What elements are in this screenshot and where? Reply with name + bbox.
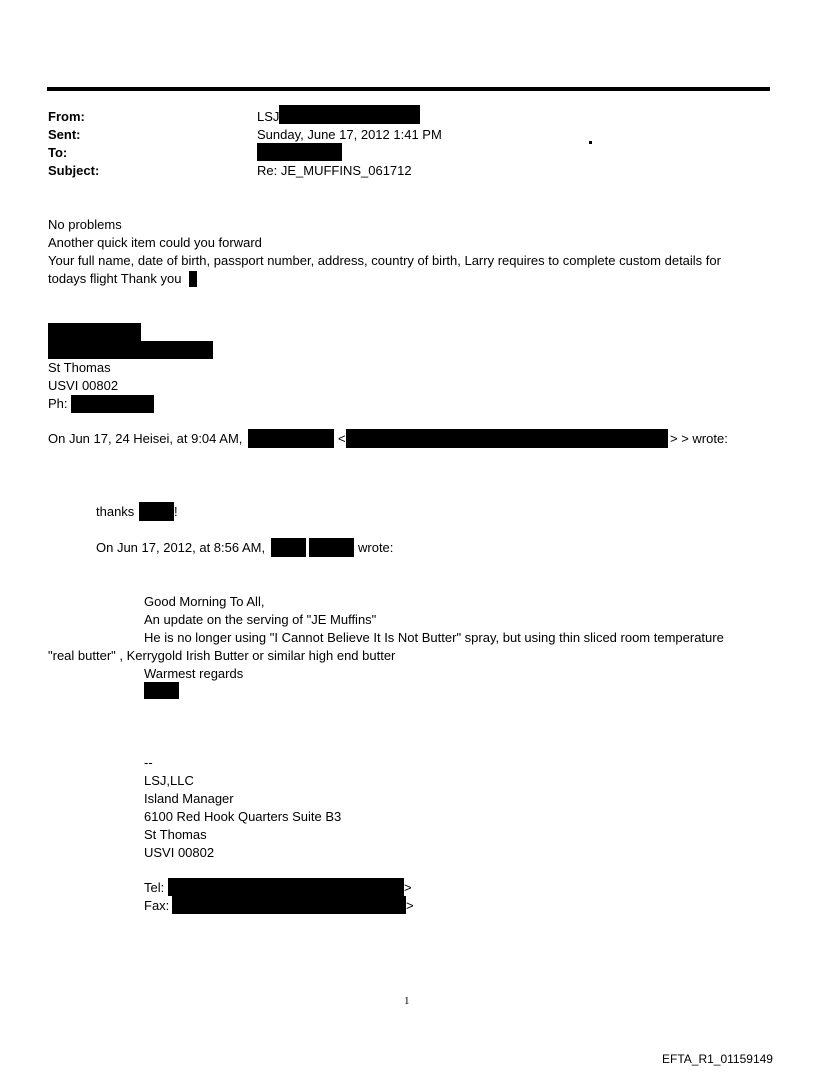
quote1-thanks: thanks — [96, 504, 135, 519]
document-id: EFTA_R1_01159149 — [662, 1052, 773, 1066]
sig2-fax-end: > — [406, 898, 414, 913]
quote2-line-1: Good Morning To All, — [144, 594, 265, 609]
sent-value: Sunday, June 17, 2012 1:41 PM — [257, 127, 442, 142]
sent-label: Sent: — [48, 127, 81, 142]
quote2-intro: On Jun 17, 2012, at 8:56 AM, — [96, 540, 266, 555]
to-label: To: — [48, 145, 68, 160]
redaction-tel — [168, 878, 404, 896]
redaction-quote1-name — [248, 429, 334, 448]
body-line-4: todays flight Thank you — [48, 271, 182, 286]
sig-phone-label: Ph: — [48, 396, 68, 411]
from-value: LSJ — [257, 109, 280, 124]
redaction-sig-name — [48, 323, 141, 341]
subject-value: Re: JE_MUFFINS_061712 — [257, 163, 412, 178]
redaction-quote2-first — [271, 538, 306, 557]
sig2-dash: -- — [144, 755, 153, 770]
redaction-to — [257, 143, 342, 161]
redaction-from-email — [279, 105, 420, 124]
quote1-exclamation: ! — [174, 504, 178, 519]
sig2-tel-end: > — [404, 880, 412, 895]
sig2-company: LSJ,LLC — [144, 773, 194, 788]
redaction-quote1-email — [346, 429, 668, 448]
redaction-quote2-signoff — [144, 682, 179, 699]
header-rule — [47, 87, 770, 91]
from-label: From: — [48, 109, 85, 124]
sig2-city: St Thomas — [144, 827, 207, 842]
quote2-line-4: "real butter" , Kerrygold Irish Butter or similar high end butter — [48, 648, 396, 663]
sig2-zip: USVI 00802 — [144, 845, 215, 860]
quote1-intro: On Jun 17, 24 Heisei, at 9:04 AM, — [48, 431, 243, 446]
sig-zip: USVI 00802 — [48, 378, 119, 393]
subject-label: Subject: — [48, 163, 100, 178]
sig2-tel-label: Tel: — [144, 880, 165, 895]
quote1-wrote: > > wrote: — [670, 431, 728, 446]
body-line-3: Your full name, date of birth, passport number, address, country of birth, Larry requires to complete custom details for — [48, 253, 721, 268]
redaction-quote2-last — [309, 538, 354, 557]
redaction-sig-company — [48, 341, 213, 359]
quote1-lt: < — [338, 431, 346, 446]
sig-city: St Thomas — [48, 360, 111, 375]
redaction-fax — [172, 896, 406, 914]
quote2-line-2: An update on the serving of "JE Muffins" — [144, 612, 377, 627]
quote2-line-3: He is no longer using "I Cannot Believe It Is Not Butter" spray, but using thin sliced room temperature — [144, 630, 724, 645]
body-line-1: No problems — [48, 217, 122, 232]
quote2-wrote: wrote: — [358, 540, 394, 555]
redaction-sender-name — [189, 271, 197, 287]
redaction-thanks-name — [139, 502, 174, 521]
sig2-address: 6100 Red Hook Quarters Suite B3 — [144, 809, 342, 824]
quote2-line-5: Warmest regards — [144, 666, 244, 681]
stray-dot — [589, 141, 592, 144]
redaction-phone — [71, 395, 154, 413]
page-number: 1 — [404, 995, 410, 1007]
sig2-title: Island Manager — [144, 791, 234, 806]
sig2-fax-label: Fax: — [144, 898, 170, 913]
body-line-2: Another quick item could you forward — [48, 235, 262, 250]
